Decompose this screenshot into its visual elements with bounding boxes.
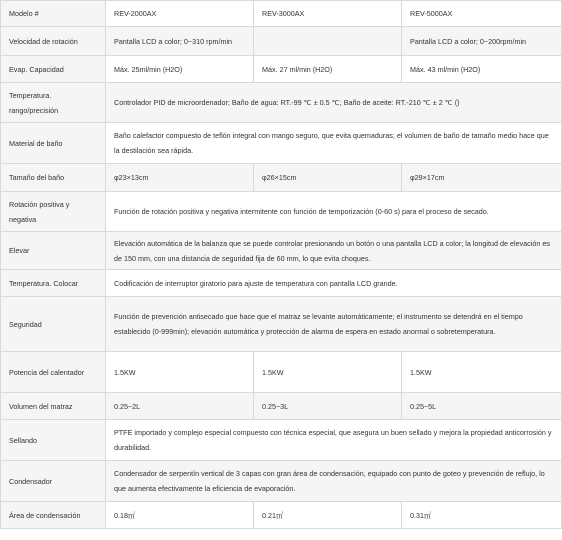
table-row-model xyxy=(1,1,562,27)
value-cell: Pantalla LCD a color; 0~200rpm/min xyxy=(402,27,562,56)
table-row-bath-material xyxy=(1,123,562,164)
row-label: Velocidad de rotación xyxy=(1,27,106,56)
row-label: Modelo # xyxy=(1,1,106,27)
row-label: Potencia del calentador xyxy=(1,352,106,393)
value-cell: 0.18㎡ xyxy=(106,502,254,529)
value-cell: 0.25~3L xyxy=(254,393,402,420)
value-cell: 1.5KW xyxy=(254,352,402,393)
row-label: Área de condensación xyxy=(1,502,106,529)
value-cell: 1.5KW xyxy=(402,352,562,393)
table-row-lift xyxy=(1,232,562,270)
table-row-bath-size xyxy=(1,164,562,192)
row-label: Seguridad xyxy=(1,297,106,352)
row-label: Tamaño del baño xyxy=(1,164,106,192)
table-row-rotation-speed xyxy=(1,27,562,56)
value-cell: Condensador de serpentín vertical de 3 capas con gran área de condensación, equipado con punto de goteo y prevención de reflujo, lo que aumenta efectivamente la eficiencia de evaporación. xyxy=(106,461,562,502)
model-name-cell: REV-5000AX xyxy=(402,1,562,27)
row-label: Rotación positiva y negativa xyxy=(1,192,106,232)
value-cell: φ29×17cm xyxy=(402,164,562,192)
row-label: Elevar xyxy=(1,232,106,270)
row-label: Evap. Capacidad xyxy=(1,56,106,83)
value-cell: Codificación de interruptor giratorio para ajuste de temperatura con pantalla LCD grande. xyxy=(106,270,562,297)
table-row-sealing xyxy=(1,420,562,461)
row-label: Sellando xyxy=(1,420,106,461)
row-label: Volumen del matraz xyxy=(1,393,106,420)
value-cell: Pantalla LCD a color; 0~310 rpm/min xyxy=(106,27,254,56)
value-cell: 1.5KW xyxy=(106,352,254,393)
value-cell: 0.31㎡ xyxy=(402,502,562,529)
value-cell: 0.25~2L xyxy=(106,393,254,420)
table-row-heater-power xyxy=(1,352,562,393)
table-row-condenser xyxy=(1,461,562,502)
value-cell: Controlador PID de microordenador; Baño de agua: RT.-99 ℃ ± 0.5 ℃; Baño de aceite: RT.-210 ℃ ± 2 ℃ () xyxy=(106,83,562,123)
row-label: Temperatura. rango/precisión xyxy=(1,83,106,123)
table-row-condensation-area xyxy=(1,502,562,529)
table-row-rotation-direction xyxy=(1,192,562,232)
value-cell: Máx. 27 ml/min (H2O) xyxy=(254,56,402,83)
model-name-cell: REV-3000AX xyxy=(254,1,402,27)
value-cell: Máx. 25ml/min (H2O) xyxy=(106,56,254,83)
table-row-temp-range xyxy=(1,83,562,123)
row-label: Temperatura. Colocar xyxy=(1,270,106,297)
value-cell: Elevación automática de la balanza que se puede controlar presionando un botón o una pantalla LCD a color; la longitud de elevación es de 150 mm, con una distancia de seguridad fija de 60 mm, lo que evita choques. xyxy=(106,232,562,270)
value-cell: Baño calefactor compuesto de teflón integral con mango seguro, que evita quemaduras; el volumen de baño de tamaño medio hace que la destilación sea rápida. xyxy=(106,123,562,164)
value-cell: Máx. 43 ml/min (H2O) xyxy=(402,56,562,83)
value-cell: 0.25~5L xyxy=(402,393,562,420)
row-label: Condensador xyxy=(1,461,106,502)
table-row-evap-capacity xyxy=(1,56,562,83)
model-name-cell: REV-2000AX xyxy=(106,1,254,27)
row-label: Material de baño xyxy=(1,123,106,164)
value-cell: Función de prevención antisecado que hace que el matraz se levante automáticamente; el instrumento se detendrá en el tiempo establecido (0-999min); elevación automática y protección de alarma de espera en estado anormal o sobretemperatura. xyxy=(106,297,562,352)
value-cell xyxy=(254,27,402,56)
value-cell: φ26×15cm xyxy=(254,164,402,192)
table-row-flask-volume xyxy=(1,393,562,420)
value-cell: φ23×13cm xyxy=(106,164,254,192)
table-row-safety xyxy=(1,297,562,352)
value-cell: PTFE importado y complejo especial compuesto con técnica especial, que asegura un buen sellado y mejora la propiedad anticorrosión y durabilidad. xyxy=(106,420,562,461)
value-cell: Función de rotación positiva y negativa intermitente con función de temporización (0-60 s) para el proceso de secado. xyxy=(106,192,562,232)
table-row-temp-setting xyxy=(1,270,562,297)
value-cell: 0.21㎡ xyxy=(254,502,402,529)
